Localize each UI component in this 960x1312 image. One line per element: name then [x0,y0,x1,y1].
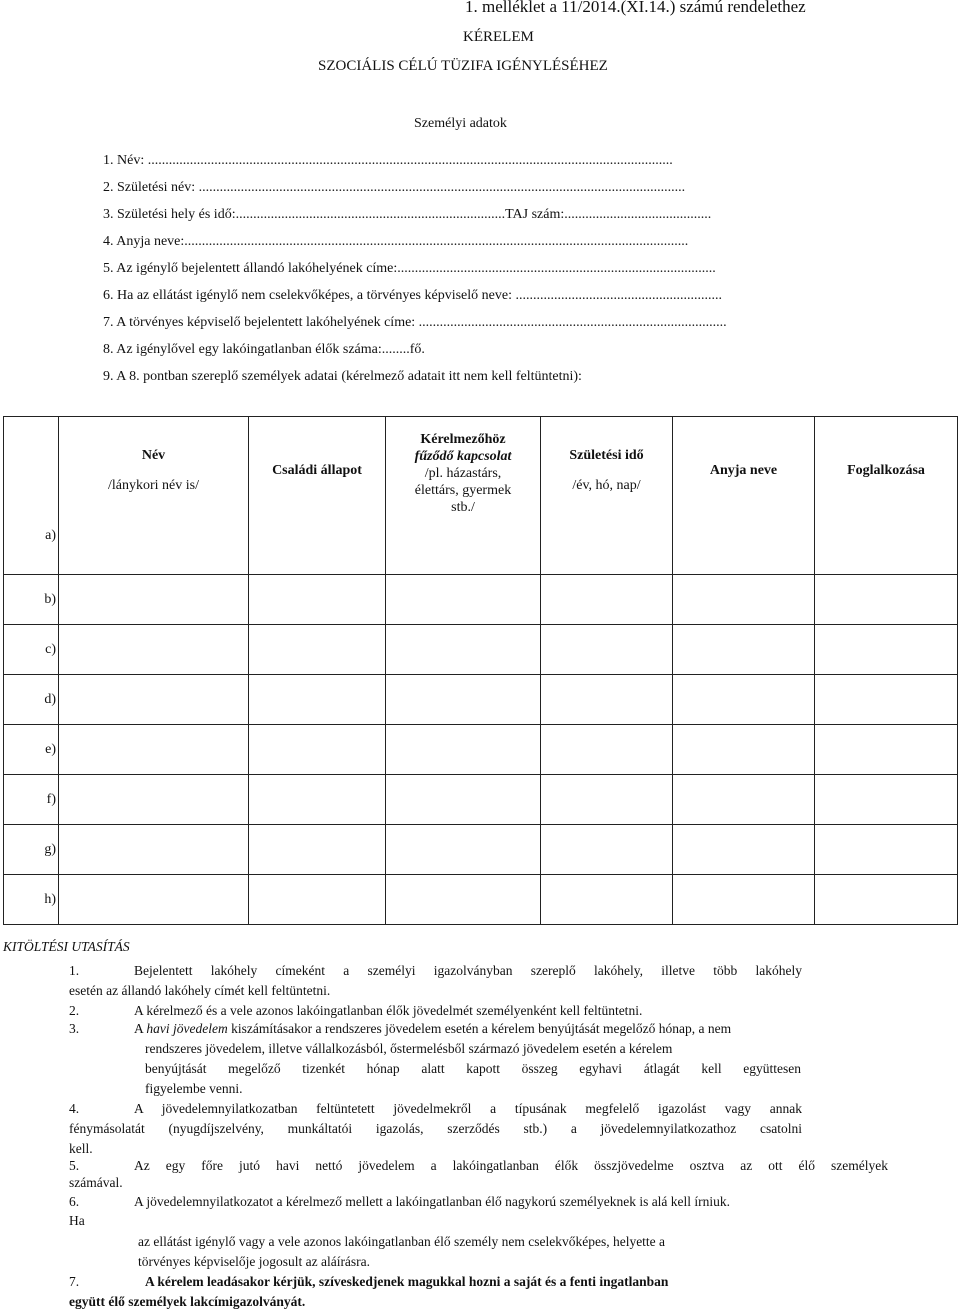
table-cell[interactable] [673,875,815,925]
table-cell[interactable] [249,675,386,725]
header-birth-format: /év, hó, nap/ [572,478,641,493]
table-row [4,625,958,675]
instruction-text: törvényes képviselője jogosult az aláírásra. [138,1254,371,1269]
table-cell[interactable] [541,675,673,725]
instruction-text-part: A [134,1021,147,1036]
header-relation [386,417,541,575]
header-relation-line: /pl. házastárs, [424,466,502,481]
table-cell[interactable] [541,575,673,625]
household-members-intro: 9. A 8. pontban szereplő személyek adatai (kérelmező adatait itt nem kell feltüntetni): [103,369,582,384]
table-cell[interactable] [541,825,673,875]
table-cell[interactable] [673,575,815,625]
table-cell[interactable] [386,625,541,675]
header-birth-date [541,417,673,575]
table-cell[interactable] [59,725,249,775]
table-cell[interactable] [673,725,815,775]
table-cell[interactable] [673,625,815,675]
table-cell[interactable] [673,825,815,875]
instruction-text: rendszeres jövedelem, illetve vállalkozásból, őstermelésből származó jövedelem esetén a kérelem [145,1041,673,1056]
instruction-number: 7. [69,1274,80,1289]
instruction-text: Bejelentett lakóhely címeként a személyi igazolványban szereplő lakóhely, illetve több lakóhely [134,963,802,978]
table-cell[interactable] [249,775,386,825]
name-field[interactable]: 1. Név: ...................................................................................................................................................... [103,153,673,168]
instruction-emphasis: havi jövedelem [146,1021,228,1036]
instruction-number: 5. [69,1158,80,1173]
table-row [4,825,958,875]
instruction-number: 4. [69,1101,80,1116]
instruction-text-part: kiszámításakor a rendszeres jövedelem esetén a kérelem benyújtását megelőző hónap, a nem [227,1021,732,1036]
header-name [59,417,249,575]
household-count-field[interactable]: 8. Az igénylővel egy lakóingatlanban élők száma:........fő. [103,342,425,357]
instruction-text: A jövedelemnyilatkozatot a kérelmező mellett a lakóingatlanban élő nagykorú személyeknek is alá kell írniuk. [134,1194,731,1209]
header-relation-line: Kérelmezőhöz [420,432,506,447]
instruction-text: A jövedelemnyilatkozatban feltüntetett jövedelmekről a típusának megfelelő igazolást vagy annak [134,1101,802,1116]
table-row [4,675,958,725]
instruction-text: Az egy főre jutó havi nettó jövedelem a lakóingatlanban élők összjövedelme osztva az ott élő személyek [134,1158,888,1173]
table-row [4,875,958,925]
table-cell[interactable] [386,575,541,625]
header-relation-line: élettárs, gyermek [414,483,512,498]
birth-place-date-field[interactable]: 3. Születési hely és idő:.............................................................................TAJ szám:.......................................... [103,207,712,222]
instruction-text: esetén az állandó lakóhely címét kell feltüntetni. [69,983,331,998]
representative-address-field[interactable]: 7. A törvényes képviselő bejelentett lakóhelyének címe: ........................................................................................ [103,315,727,330]
mother-name-field[interactable]: 4. Anyja neve:................................................................................................................................................ [103,234,689,249]
table-cell[interactable] [815,625,958,675]
table-cell[interactable] [815,875,958,925]
table-cell[interactable] [59,875,249,925]
header-name-title: Név [141,448,166,463]
table-cell[interactable] [59,575,249,625]
row-label: f) [4,775,59,825]
header-birth-title: Születési idő [569,448,644,463]
header-relation-line: stb./ [451,500,475,515]
table-cell[interactable] [59,625,249,675]
table-cell[interactable] [249,725,386,775]
instruction-number: 1. [69,963,80,978]
table-cell[interactable] [249,825,386,875]
header-relation-line: fűződő kapcsolat [414,449,512,464]
instruction-number: 2. [69,1003,80,1018]
row-label: b) [4,575,59,625]
birth-name-field[interactable]: 2. Születési név: ........................................................................................................................................... [103,180,686,195]
table-cell[interactable] [815,675,958,725]
household-members-table [3,416,958,925]
header-occupation: Foglalkozása [815,417,958,575]
instruction-text: figyelembe venni. [145,1081,243,1096]
table-cell[interactable] [541,775,673,825]
table-row [4,725,958,775]
annex-reference: 1. melléklet a 11/2014.(XI.14.) számú rendelethez [465,0,806,16]
instruction-text [134,1021,731,1037]
table-cell[interactable] [815,775,958,825]
table-cell[interactable] [386,775,541,825]
instruction-text: fénymásolatát (nyugdíjszelvény, munkáltatói igazolás, szerződés stb.) a jövedelemnyilatkozathoz csatolni [69,1121,802,1136]
row-label: h) [4,875,59,925]
instruction-text: benyújtását megelőző tizenkét hónap alatt kapott összeg egyhavi átlagát kell együttesen [145,1061,801,1076]
table-cell[interactable] [386,725,541,775]
row-label: d) [4,675,59,725]
table-cell[interactable] [541,725,673,775]
table-cell[interactable] [249,625,386,675]
table-cell[interactable] [386,825,541,875]
table-cell[interactable] [249,875,386,925]
instruction-text: az ellátást igénylő vagy a vele azonos lakóingatlanban élő személy nem cselekvőképes, helyette a [138,1234,666,1249]
header-name-note: /lánykori név is/ [108,478,199,493]
personal-data-heading: Személyi adatok [414,116,507,131]
table-cell[interactable] [59,775,249,825]
table-cell[interactable] [673,675,815,725]
table-cell[interactable] [541,875,673,925]
instruction-number: 3. [69,1021,80,1036]
table-cell[interactable] [673,775,815,825]
row-label: a) [4,417,59,575]
table-cell[interactable] [386,875,541,925]
header-mother-name: Anyja neve [673,417,815,575]
table-cell[interactable] [815,825,958,875]
table-row [4,417,958,575]
instruction-text: A kérelmező és a vele azonos lakóingatlanban élők jövedelmét személyenként kell feltüntetni. [134,1003,643,1018]
table-row [4,575,958,625]
residence-address-field[interactable]: 5. Az igénylő bejelentett állandó lakóhelyének címe:........................................................................................... [103,261,716,276]
form-subtitle: SZOCIÁLIS CÉLÚ TÜZIFA IGÉNYLÉSÉHEZ [318,58,608,74]
table-cell[interactable] [815,725,958,775]
table-row [4,775,958,825]
table-cell[interactable] [249,575,386,625]
table-cell[interactable] [541,625,673,675]
instruction-text: számával. [69,1175,123,1190]
instruction-number: 6. [69,1194,80,1209]
instruction-text: kell. [69,1141,93,1156]
header-marital-status: Családi állapot [249,417,386,575]
table-cell[interactable] [386,675,541,725]
row-label: e) [4,725,59,775]
instructions-heading: KITÖLTÉSI UTASÍTÁS [3,939,130,954]
table-cell[interactable] [815,575,958,625]
instruction-text: A kérelem leadásakor kérjük, szíveskedjenek magukkal hozni a saját és a fenti ingatlanban [145,1274,669,1289]
table-cell[interactable] [59,675,249,725]
row-label: c) [4,625,59,675]
instruction-text: együtt élő személyek lakcímigazolványát. [69,1294,306,1309]
legal-representative-field[interactable]: 6. Ha az ellátást igénylő nem cselekvőképes, a törvényes képviselő neve: ........................................................... [103,288,722,303]
instruction-text: Ha [69,1213,85,1228]
table-cell[interactable] [59,825,249,875]
row-label: g) [4,825,59,875]
form-title: KÉRELEM [463,29,534,45]
